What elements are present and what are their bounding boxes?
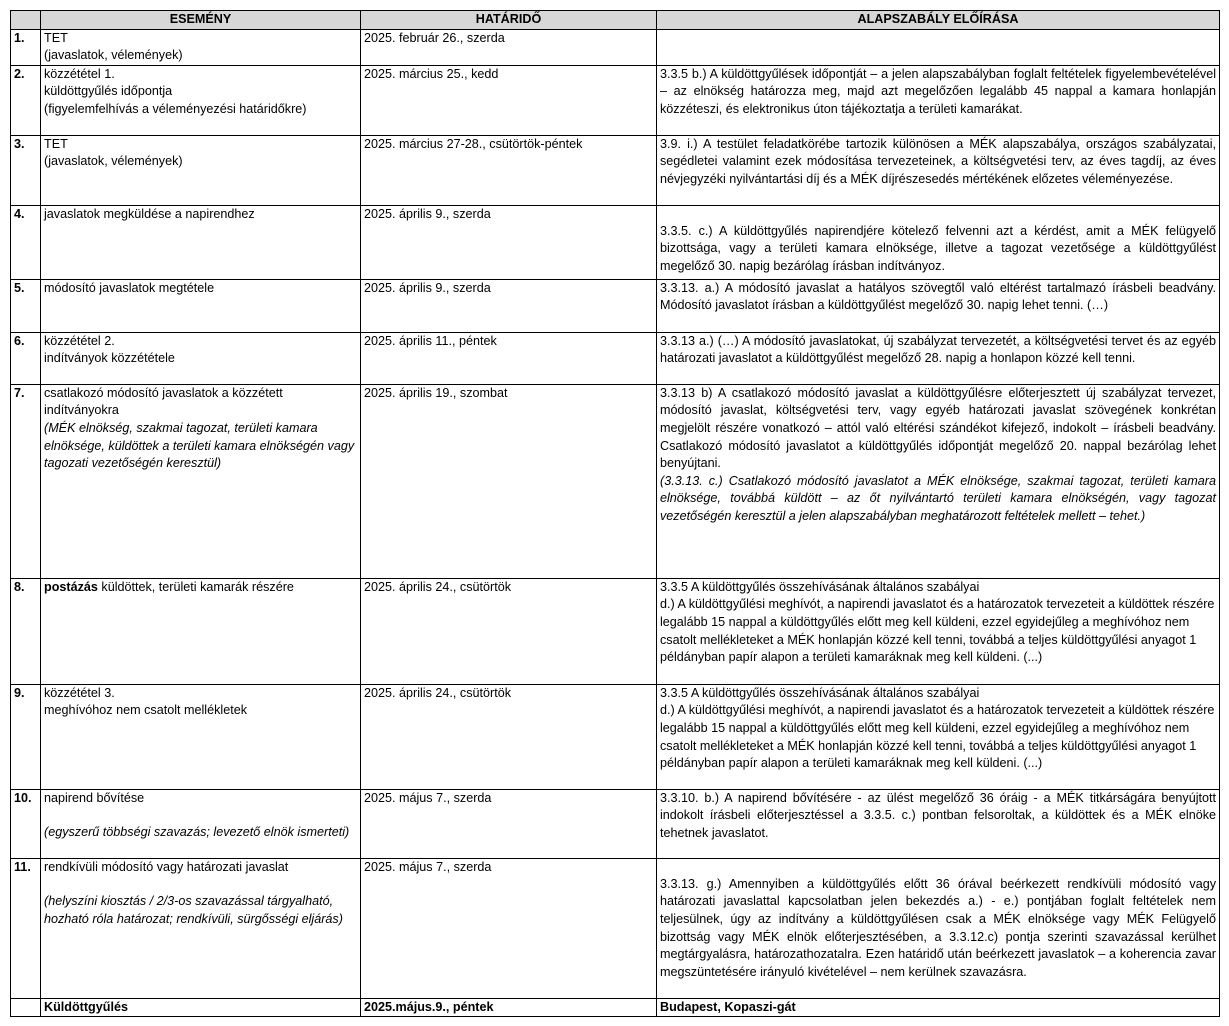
- location-cell: Budapest, Kopaszi-gát: [657, 998, 1220, 1017]
- row-number: 11.: [11, 858, 41, 998]
- event-cell: [41, 29, 361, 65]
- deadline-cell: 2025. április 24., csütörtök: [361, 684, 657, 789]
- row-number: 8.: [11, 578, 41, 684]
- deadline-cell: 2025. április 19., szombat: [361, 384, 657, 578]
- table-row: [11, 65, 1220, 135]
- event-line: közzététel 2.: [44, 333, 115, 348]
- spacer: [44, 807, 357, 824]
- event-text: küldöttek, területi kamarák részére: [97, 579, 294, 594]
- table-row: [11, 205, 1220, 279]
- rule-text: 3.3.13 b) A csatlakozó módosító javaslat a küldöttgyűlésre előterjesztett új szabályzat tervezet, módosító javaslat, költségvetési terv, vagy egyéb határozati javaslat szövegének konkrétan megjelölt részére vonatkozó – attól való eltérési szándékot kifejező, indokolt – írásbeli beadvány. Csatlakozó módosító javaslatot a küldöttgyűlés időpontját megelőző 20. nappal bezárólag lehet benyújtani.: [660, 385, 1216, 471]
- event-bold: postázás: [44, 579, 98, 594]
- event-cell: [41, 135, 361, 205]
- event-cell: [41, 858, 361, 998]
- spacer: [660, 206, 1216, 223]
- row-number: 3.: [11, 135, 41, 205]
- row-number: 4.: [11, 205, 41, 279]
- header-row: [11, 11, 1220, 30]
- rule-note: (3.3.13. c.) Csatlakozó módosító javaslatot a MÉK elnöksége, szakmai tagozat, területi kamara elnöksége, továbbá küldött – az őt nyilvántartó területi kamara elnökségén, vagy tagozat vezetőségén keresztül a jelen alapszabályban meghatározott feltételek mellett – tehet.): [660, 473, 1216, 523]
- rule-cell: 3.3.13. a.) A módosító javaslat a hatályos szövegtől való eltérést tartalmazó írásbeli beadvány. Módosító javaslatot írásban a küldöttgyűlést megelőző 30. napig lehet tenni. (…): [657, 279, 1220, 332]
- deadline-cell: 2025. február 26., szerda: [361, 29, 657, 65]
- event-line: közzététel 3.: [44, 685, 115, 700]
- spacer: [660, 859, 1216, 876]
- row-number: [11, 998, 41, 1017]
- deadline-cell: 2025. május 7., szerda: [361, 789, 657, 858]
- event-cell: [41, 384, 361, 578]
- rule-cell: 3.3.13 a.) (…) A módosító javaslatokat, új szabályzat tervezetét, a költségvetési tervet és az egyéb határozati javaslatot a küldöttgyűlést megelőző 28. napig a honlapon közzé kell tenni.: [657, 332, 1220, 384]
- rule-text: d.) A küldöttgyűlési meghívót, a napirendi javaslatot és a határozatok tervezeteit a küldöttek részére legalább 15 nappal a küldöttgyűlés előtt meg kell küldeni, ezzel egyidejűleg a meghívóhoz nem csatolt mellékleteket a MÉK honlapján közzé kell tenni, továbbá a teljes küldöttgyűlési anyagot 1 példányban papír alapon a területi kamaráknak meg kell küldeni. (...): [660, 597, 1215, 665]
- rule-cell: 3.3.5 b.) A küldöttgyűlések időpontját – a jelen alapszabályban foglalt feltételek figyelembevételével – az elnökség határozza meg, majd azt megelőzően legalább 45 nappal a kamara honlapján közzéteszi, és elektronikus úton tájékoztatja a területi kamarákat.: [657, 65, 1220, 135]
- event-note: (MÉK elnökség, szakmai tagozat, területi kamara elnöksége, küldöttek a területi kamara elnökségén vagy tagozati vezetőségén keresztül): [44, 420, 355, 471]
- rule-heading: 3.3.5 A küldöttgyűlés összehívásának általános szabályai: [660, 579, 980, 594]
- spacer: [44, 876, 357, 893]
- event-cell: [41, 205, 361, 279]
- table-row: [11, 858, 1220, 998]
- rule-text: 3.3.13. g.) Amennyiben a küldöttgyűlés előtt 36 órával beérkezett rendkívüli módosító vagy határozati javaslattal kapcsolatban jelen bekezdés a.) - e.) pontjában foglalt feltételek nem teljesülnek, úgy az indítvány a küldöttgyűlésen csak a MÉK elnöksége vagy MÉK Felügyelő bizottság vagy MÉK elnök előterjesztésében, a 3.3.12.c) pontja szerinti szavazással kerülhet megtárgyalásra, határozathozatalra. Ezen határidő után beérkezett javaslatok – a koherencia zavar megszüntetésére irányuló kivételével – nem kerülnek szavazásra.: [660, 876, 1216, 979]
- row-number: 7.: [11, 384, 41, 578]
- deadline-cell: 2025. április 9., szerda: [361, 279, 657, 332]
- schedule-table: [10, 10, 1220, 1017]
- event-line: napirend bővítése: [44, 790, 145, 805]
- deadline-cell: 2025.május.9., péntek: [361, 998, 657, 1017]
- event-line: küldöttgyűlés időpontja: [44, 84, 173, 99]
- event-line: csatlakozó módosító javaslatok a közzétett indítványokra: [44, 385, 283, 418]
- event-cell: [41, 684, 361, 789]
- event-line: javaslatok megküldése a napirendhez: [44, 206, 255, 221]
- event-line: meghívóhoz nem csatolt mellékletek: [44, 703, 247, 718]
- event-note: (helyszíni kiosztás / 2/3-os szavazással tárgyalható, hozható róla határozat; rendkívüli, sürgősségi eljárás): [44, 894, 343, 926]
- row-number: 5.: [11, 279, 41, 332]
- event-line: indítványok közzététele: [44, 351, 175, 366]
- header-event: ESEMÉNY: [41, 11, 361, 30]
- event-line: (javaslatok, vélemények): [44, 48, 183, 63]
- rule-cell: [657, 684, 1220, 789]
- rule-cell: [657, 29, 1220, 65]
- row-number: 2.: [11, 65, 41, 135]
- deadline-cell: 2025. március 27-28., csütörtök-péntek: [361, 135, 657, 205]
- event-cell: [41, 789, 361, 858]
- summary-row: [11, 998, 1220, 1017]
- event-line: (javaslatok, vélemények): [44, 154, 183, 169]
- table-row: [11, 332, 1220, 384]
- rule-text: 3.3.5. c.) A küldöttgyűlés napirendjére kötelező felvenni azt a kérdést, amit a MÉK felügyelő bizottsága, vagy a területi kamara elnöksége, illetve a tagozat vezetősége a küldöttgyűlést megelőző 30. napig bezárólag írásban indítványoz.: [660, 223, 1216, 273]
- deadline-cell: 2025. május 7., szerda: [361, 858, 657, 998]
- rule-cell: 3.9. i.) A testület feladatkörébe tartozik különösen a MÉK alapszabálya, országos szabályzatai, segédletei valamint ezek módosítása tervezeteinek, a költségvetési terv, az éves tagdíj, az éves névjegyzéki nyilvántartási díj és a MÉK díjrészesedés mértékének előzetes véleményezése.: [657, 135, 1220, 205]
- event-line: (figyelemfelhívás a véleményezési határidőkre): [44, 101, 307, 116]
- table-row: [11, 789, 1220, 858]
- event-line: TET: [44, 30, 68, 45]
- deadline-cell: 2025. április 11., péntek: [361, 332, 657, 384]
- deadline-cell: 2025. április 24., csütörtök: [361, 578, 657, 684]
- event-line: TET: [44, 136, 68, 151]
- header-rule: ALAPSZABÁLY ELŐÍRÁSA: [657, 11, 1220, 30]
- event-line: közzététel 1.: [44, 66, 115, 81]
- header-deadline: HATÁRIDŐ: [361, 11, 657, 30]
- event-cell: [41, 65, 361, 135]
- deadline-cell: 2025. március 25., kedd: [361, 65, 657, 135]
- rule-cell: [657, 384, 1220, 578]
- row-number: 10.: [11, 789, 41, 858]
- rule-cell: [657, 858, 1220, 998]
- table-row: [11, 684, 1220, 789]
- rule-text: d.) A küldöttgyűlési meghívót, a napirendi javaslatot és a határozatok tervezeteit a küldöttek részére legalább 15 nappal a küldöttgyűlés előtt meg kell küldeni, ezzel egyidejűleg a meghívóhoz nem csatolt mellékleteket a MÉK honlapján közzé kell tenni, továbbá a teljes küldöttgyűlési anyagot 1 példányban papír alapon a területi kamaráknak meg kell küldeni. (...): [660, 703, 1215, 771]
- table-row: [11, 29, 1220, 65]
- event-line: módosító javaslatok megtétele: [44, 280, 215, 295]
- event-line: rendkívüli módosító vagy határozati javaslat: [44, 859, 289, 874]
- row-number: 9.: [11, 684, 41, 789]
- rule-cell: [657, 578, 1220, 684]
- rule-heading: 3.3.5 A küldöttgyűlés összehívásának általános szabályai: [660, 685, 980, 700]
- table-row: [11, 578, 1220, 684]
- header-num: [11, 11, 41, 30]
- row-number: 6.: [11, 332, 41, 384]
- event-cell: [41, 332, 361, 384]
- table-row: [11, 279, 1220, 332]
- deadline-cell: 2025. április 9., szerda: [361, 205, 657, 279]
- event-cell: Küldöttgyűlés: [41, 998, 361, 1017]
- rule-cell: 3.3.10. b.) A napirend bővítésére - az ülést megelőző 36 óráig - a MÉK titkárságára benyújtott indokolt írásbeli előterjesztéssel a 3.3.5. c.) pontban felsoroltak, a küldöttek és a MÉK elnöke tehetnek javaslatot.: [657, 789, 1220, 858]
- rule-cell: [657, 205, 1220, 279]
- table-row: [11, 384, 1220, 578]
- row-number: 1.: [11, 29, 41, 65]
- event-cell: [41, 279, 361, 332]
- table-row: [11, 135, 1220, 205]
- event-cell: [41, 578, 361, 684]
- event-note: (egyszerű többségi szavazás; levezető elnök ismerteti): [44, 825, 350, 840]
